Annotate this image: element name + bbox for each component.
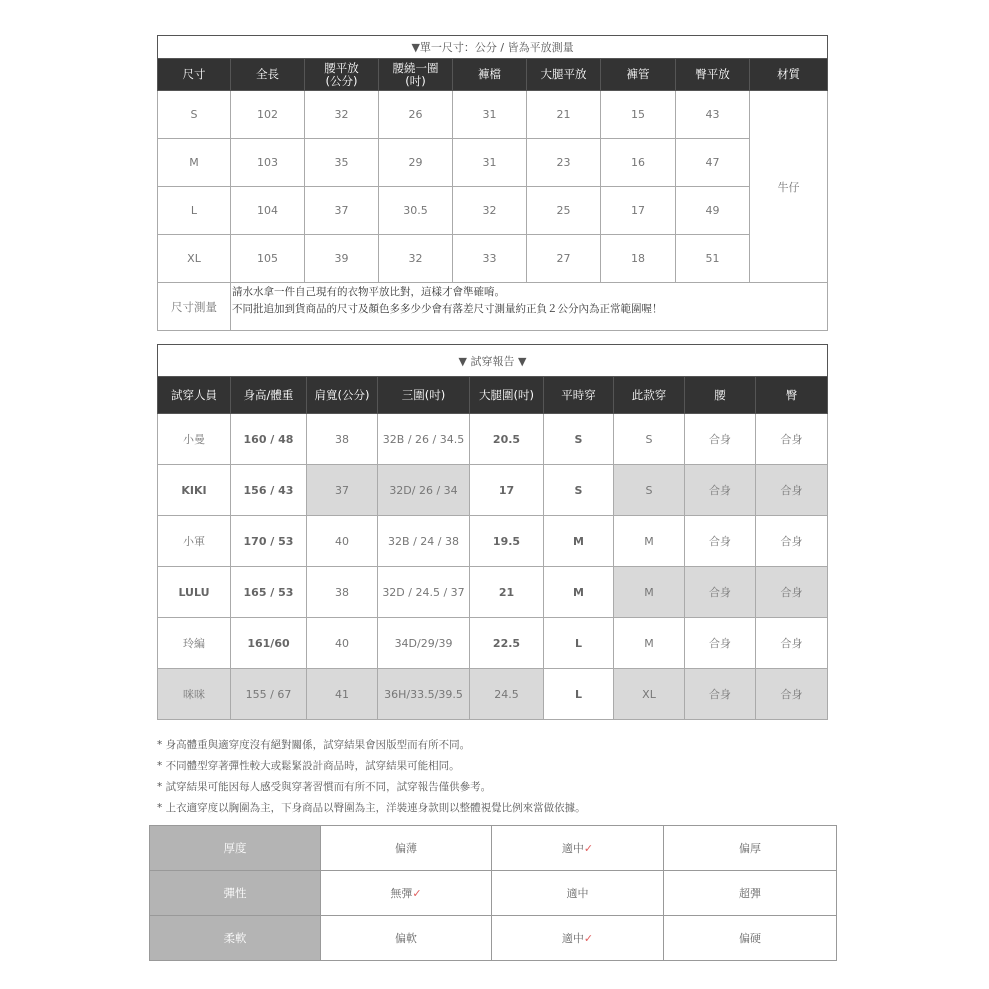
fit-cell: 170 / 53 [231,516,307,567]
fit-row [158,516,828,567]
size-cell: 43 [676,91,750,139]
fit-cell: 小曼 [158,414,231,465]
fit-cell: 32D/ 26 / 34 [378,465,470,516]
fit-cell: 40 [307,516,378,567]
size-cell: 104 [231,187,305,235]
size-cell: XL [158,235,231,283]
fit-cell: 36H/33.5/39.5 [378,669,470,720]
size-cell: M [158,139,231,187]
fit-cell: L [544,669,614,720]
note-item: * 不同體型穿著彈性較大或鬆緊設計商品時，試穿結果可能相同。 [157,760,460,772]
size-cell: 17 [601,187,676,235]
fit-notes [157,737,827,821]
fabric-option: 偏軟 [321,916,492,961]
check-icon: ✓ [583,932,594,945]
size-chart [157,35,827,331]
size-row [158,139,828,187]
size-cell: 16 [601,139,676,187]
fit-header-cell: 平時穿 [544,377,614,414]
size-cell: S [158,91,231,139]
size-cell: 31 [453,91,527,139]
fit-report-caption: ▼ 試穿報告 ▼ [158,345,828,377]
fabric-option: 適中 [492,871,664,916]
fit-cell: S [614,465,685,516]
fit-header-cell: 腰 [685,377,756,414]
size-cell: 23 [527,139,601,187]
fabric-option: 偏薄 [321,826,492,871]
size-header-cell: 褲檔 [453,59,527,91]
fit-cell: 32D / 24.5 / 37 [378,567,470,618]
fit-report [157,344,827,720]
fit-cell: 合身 [685,669,756,720]
fit-header-cell: 臀 [756,377,828,414]
fit-cell: 合身 [756,414,828,465]
fit-cell: M [544,516,614,567]
fit-cell: 合身 [756,465,828,516]
fit-cell: 38 [307,567,378,618]
fit-cell: 156 / 43 [231,465,307,516]
fit-cell: 19.5 [470,516,544,567]
fabric-row [150,826,837,871]
size-header-cell: 大腿平放 [527,59,601,91]
size-row [158,187,828,235]
size-cell: 27 [527,235,601,283]
size-cell: 31 [453,139,527,187]
fabric-option: 偏硬 [664,916,837,961]
fit-cell: 合身 [685,516,756,567]
fabric-option: 無彈✓ [321,871,492,916]
size-cell: 25 [527,187,601,235]
fabric-properties-table [149,825,837,961]
fit-cell: M [614,618,685,669]
fit-cell: M [614,567,685,618]
fit-cell: 37 [307,465,378,516]
fabric-label: 柔軟 [150,916,321,961]
size-cell: 32 [305,91,379,139]
size-header-cell: 臀平放 [676,59,750,91]
fit-cell: 32B / 26 / 34.5 [378,414,470,465]
size-header-cell: 全長 [231,59,305,91]
size-cell: 39 [305,235,379,283]
size-note-label: 尺寸測量 [158,283,231,331]
size-cell: 26 [379,91,453,139]
fit-cell: S [544,414,614,465]
fit-row [158,567,828,618]
fit-table-header-row [158,377,828,414]
fit-cell: LULU [158,567,231,618]
fit-cell: M [544,567,614,618]
size-cell: 30.5 [379,187,453,235]
size-cell: 105 [231,235,305,283]
fit-cell: 38 [307,414,378,465]
fabric-label: 厚度 [150,826,321,871]
fit-header-cell: 三圍(吋) [378,377,470,414]
fit-cell: 合身 [756,516,828,567]
note-item: * 上衣適穿度以胸圍為主，下身商品以臀圍為主，洋裝連身款則以整體視覺比例來當做依據。 [157,802,586,814]
fit-cell: S [614,414,685,465]
fit-cell: 合身 [685,465,756,516]
size-cell: 32 [453,187,527,235]
note-item: * 身高體重與適穿度沒有絕對關係，試穿結果會因版型而有所不同。 [157,739,471,751]
size-note-line: 請水水拿一件自己現有的衣物平放比對，這樣才會準確唷。 [232,286,505,298]
size-table-header-row [158,59,828,91]
fit-row [158,618,828,669]
size-note-row [158,283,828,331]
fit-cell: 合身 [685,567,756,618]
fit-cell: M [614,516,685,567]
fabric-label: 彈性 [150,871,321,916]
fit-cell: 22.5 [470,618,544,669]
fit-cell: 合身 [756,567,828,618]
size-cell: 18 [601,235,676,283]
size-header-cell: 腰平放 (公分) [305,59,379,91]
fit-cell: 40 [307,618,378,669]
fit-cell: 161/60 [231,618,307,669]
fit-cell: 合身 [756,669,828,720]
size-note-text [231,283,828,331]
size-cell: 21 [527,91,601,139]
fit-cell: 165 / 53 [231,567,307,618]
fit-cell: 合身 [685,414,756,465]
fit-header-cell: 試穿人員 [158,377,231,414]
size-cell: 47 [676,139,750,187]
fit-cell: 21 [470,567,544,618]
fit-cell: S [544,465,614,516]
size-note-line: 不同批追加到貨商品的尺寸及顏色多多少少會有落差尺寸測量約正負２公分內為正常範圍喔！ [232,303,663,315]
fit-cell: L [544,618,614,669]
fabric-row [150,916,837,961]
check-icon: ✓ [412,887,422,900]
fit-cell: 小軍 [158,516,231,567]
size-header-cell: 褲管 [601,59,676,91]
fit-cell: 24.5 [470,669,544,720]
material-cell: 牛仔 [750,91,828,283]
fit-cell: 155 / 67 [231,669,307,720]
fit-row [158,465,828,516]
size-table-caption: ▼單一尺寸：公分 / 皆為平放測量 [158,36,828,59]
fit-cell: 32B / 24 / 38 [378,516,470,567]
fit-cell: 17 [470,465,544,516]
size-cell: 33 [453,235,527,283]
size-cell: 103 [231,139,305,187]
fit-header-cell: 大腿圍(吋) [470,377,544,414]
size-header-cell: 材質 [750,59,828,91]
fabric-option: 適中✓ [492,916,664,961]
fit-cell: 34D/29/39 [378,618,470,669]
fit-cell: 20.5 [470,414,544,465]
fit-row [158,414,828,465]
size-row [158,235,828,283]
fit-cell: 合身 [756,618,828,669]
size-cell: 35 [305,139,379,187]
note-item: * 試穿結果可能因每人感受與穿著習慣而有所不同，試穿報告僅供參考。 [157,781,492,793]
size-cell: 37 [305,187,379,235]
fit-cell: 咪咪 [158,669,231,720]
fit-header-cell: 此款穿 [614,377,685,414]
fabric-option: 適中✓ [492,826,664,871]
fabric-option: 偏厚 [664,826,837,871]
fit-cell: 160 / 48 [231,414,307,465]
size-table [157,35,828,331]
size-header-cell: 腰繞一圈 (吋) [379,59,453,91]
fit-report-table [157,344,828,720]
fit-cell: 玲編 [158,618,231,669]
size-cell: L [158,187,231,235]
fit-row [158,669,828,720]
size-cell: 29 [379,139,453,187]
fit-cell: 41 [307,669,378,720]
size-row [158,91,828,139]
fit-cell: KIKI [158,465,231,516]
size-cell: 51 [676,235,750,283]
fit-header-cell: 肩寬(公分) [307,377,378,414]
check-icon: ✓ [583,842,594,855]
fabric-option: 超彈 [664,871,837,916]
fit-header-cell: 身高/體重 [231,377,307,414]
size-cell: 102 [231,91,305,139]
fit-cell: 合身 [685,618,756,669]
size-header-cell: 尺寸 [158,59,231,91]
fabric-row [150,871,837,916]
fit-cell: XL [614,669,685,720]
size-cell: 15 [601,91,676,139]
size-cell: 49 [676,187,750,235]
size-cell: 32 [379,235,453,283]
